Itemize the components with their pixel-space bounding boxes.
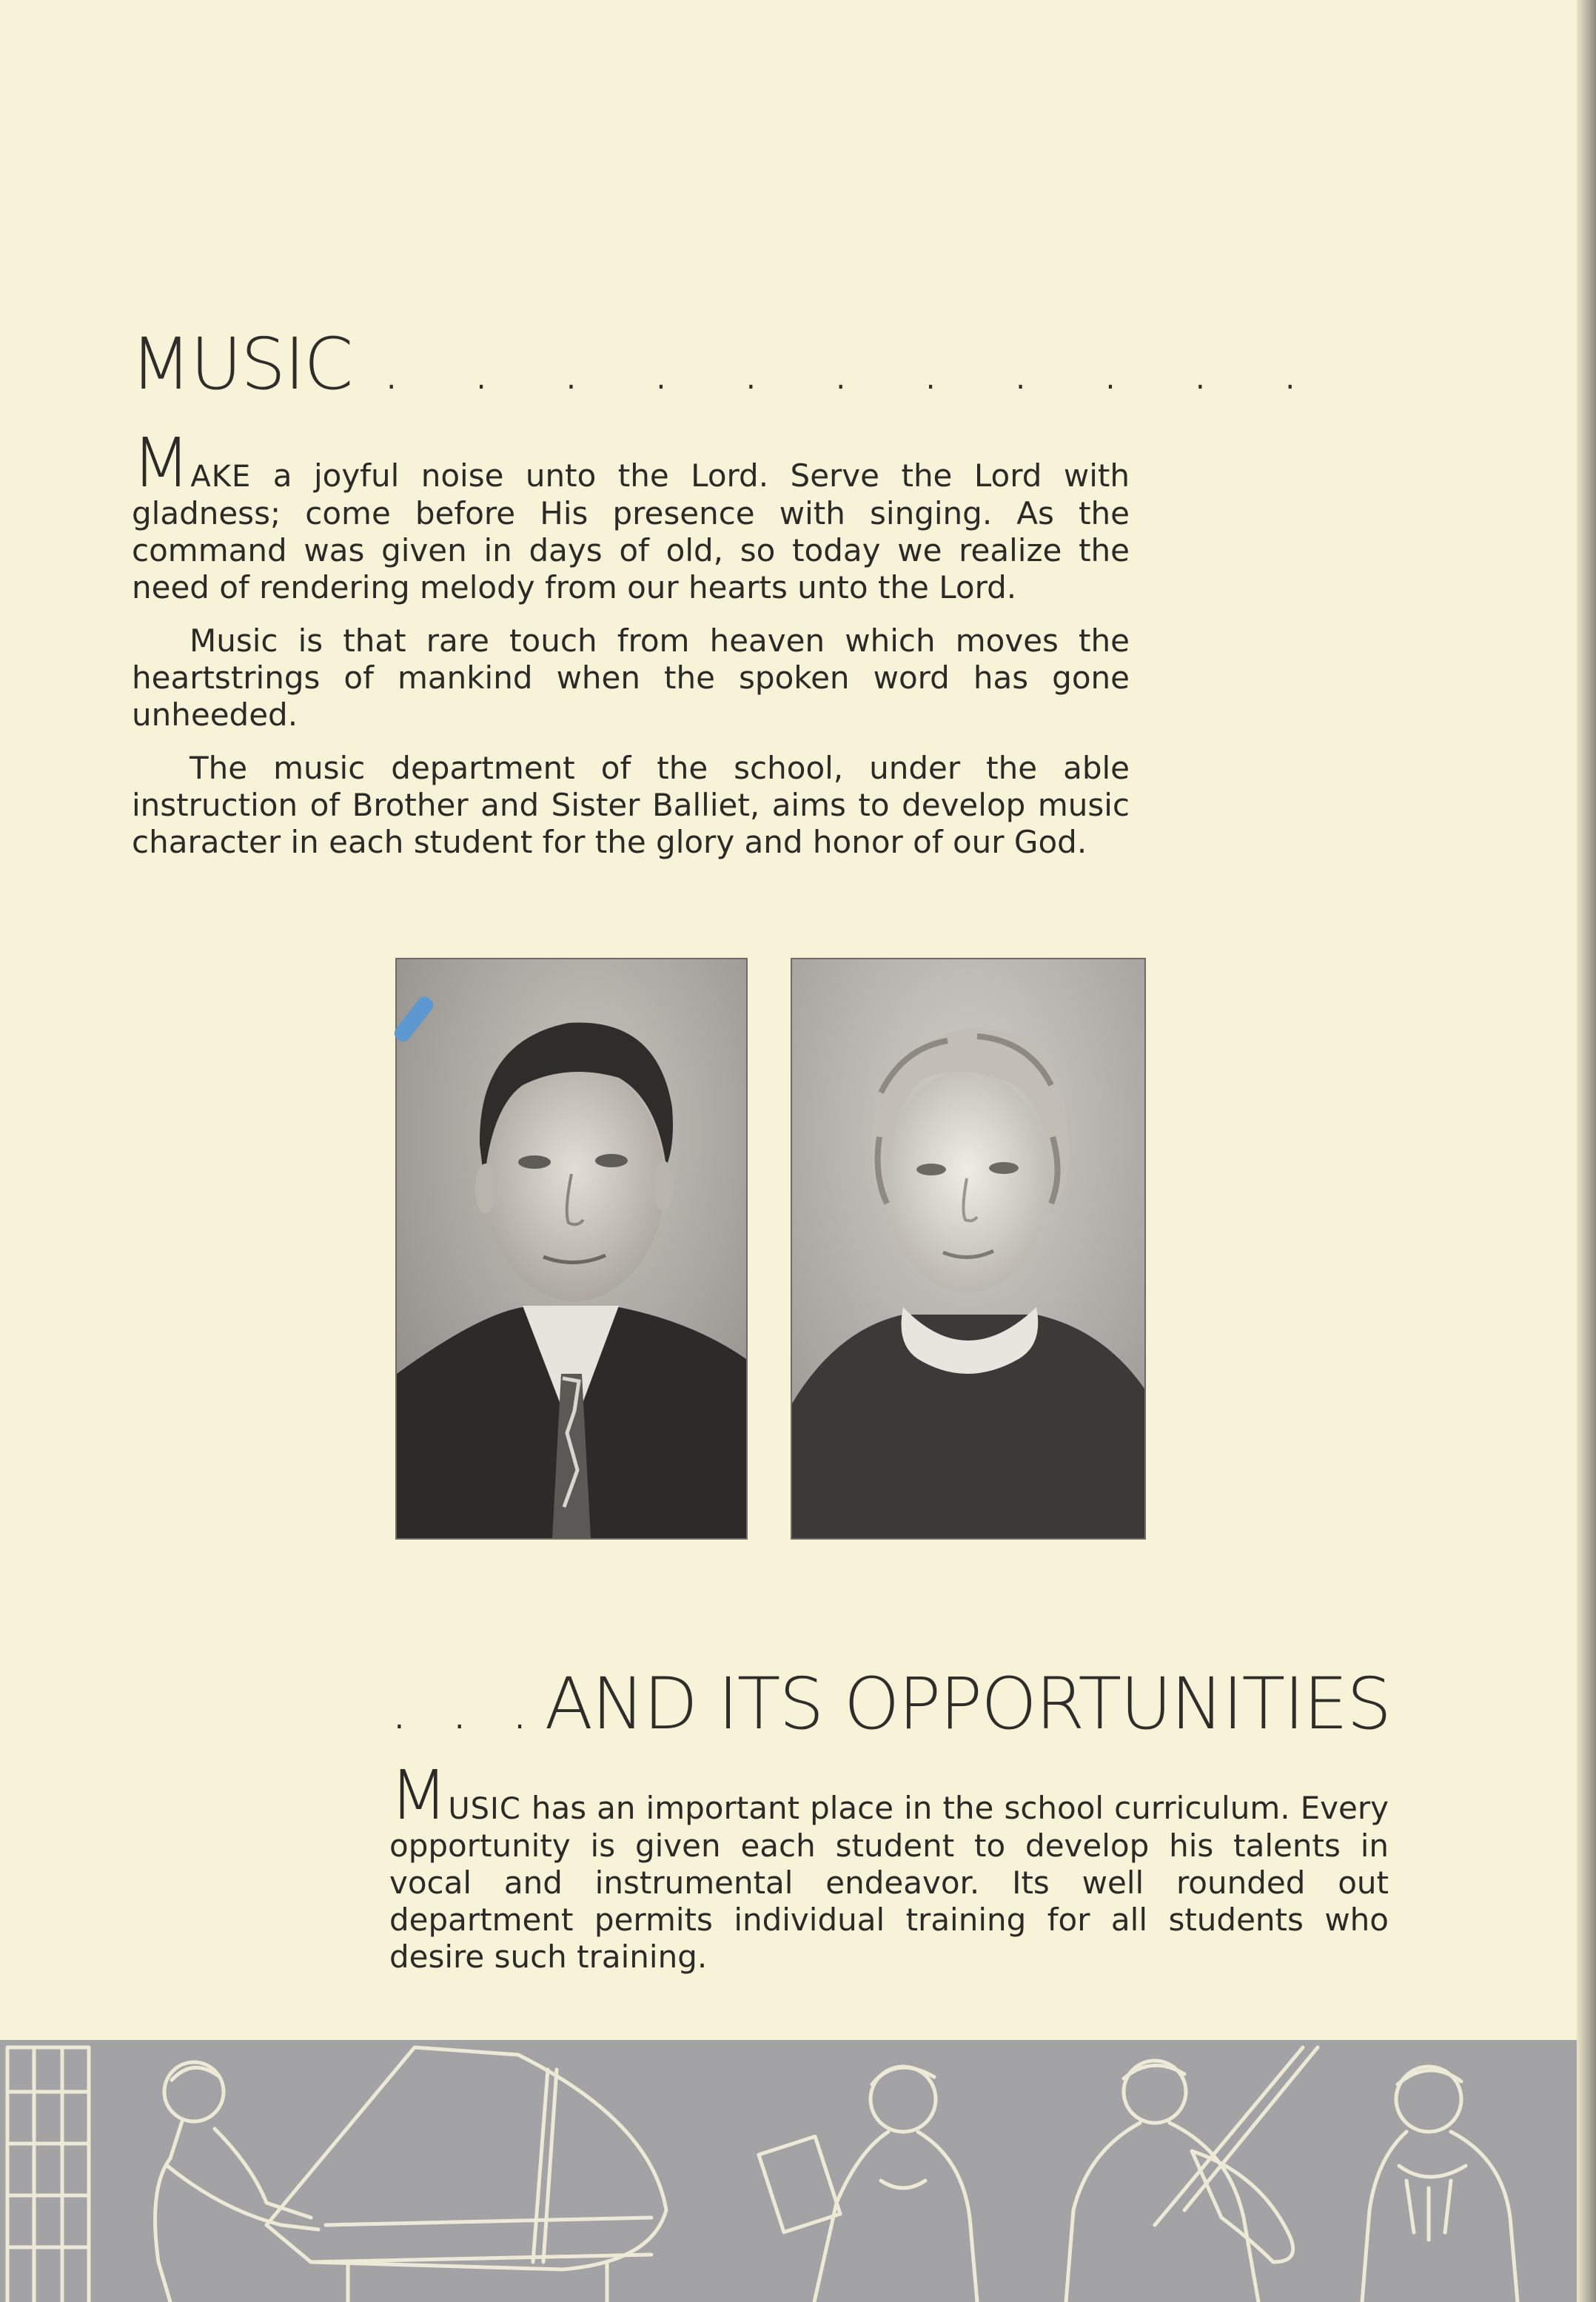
violinist-illustration bbox=[1066, 2047, 1318, 2302]
opportunities-paragraph bbox=[389, 1756, 1389, 1976]
page-edge bbox=[1577, 0, 1596, 2302]
small-caps-lead: USIC bbox=[448, 1792, 521, 1826]
small-caps-lead: AKE bbox=[190, 460, 252, 494]
singer-illustration-1 bbox=[759, 2067, 977, 2302]
music-illustration-band bbox=[0, 2040, 1577, 2302]
portrait-photo-man bbox=[395, 958, 748, 1540]
paragraph-text: a joyful noise unto the Lord. Serve the Lord with gladness; come before His presence with singing. As the command was given in days of old, so today we realize the need of rendering melody from our hearts unto the Lord. bbox=[132, 457, 1130, 605]
piano-illustration bbox=[266, 2047, 666, 2302]
paragraph-text: has an important place in the school curriculum. Every opportunity is given each student to develop his talents in vocal and instrumental endeavor. Its well rounded out department permits individual training for all students who desire such training. bbox=[389, 1790, 1389, 1975]
title-text: MUSIC bbox=[130, 323, 352, 406]
section-title-opportunities bbox=[389, 1662, 1390, 1745]
title-dots: . . . bbox=[389, 1671, 540, 1743]
drop-cap: M bbox=[389, 1756, 449, 1835]
title-dots: . . . . . . . . . . . bbox=[381, 331, 1326, 403]
pianist-illustration bbox=[155, 2062, 318, 2302]
window-illustration bbox=[7, 2047, 89, 2302]
opportunities-text-block bbox=[389, 1756, 1389, 1992]
intro-paragraph-3: The music department of the school, under the able instruction of Brother and Sister Balliet, aims to develop music character in each student for the glory and honor of our God. bbox=[132, 750, 1130, 860]
singer-illustration-2 bbox=[1362, 2067, 1518, 2302]
section-title-music bbox=[130, 323, 1325, 406]
intro-text-block bbox=[132, 423, 1130, 877]
portrait-photo-woman bbox=[791, 958, 1146, 1540]
intro-paragraph-1 bbox=[132, 423, 1130, 606]
drop-cap: M bbox=[132, 423, 191, 503]
intro-paragraph-2: Music is that rare touch from heaven which moves the heartstrings of mankind when the spoken word has gone unheeded. bbox=[132, 623, 1130, 733]
title-text: AND ITS OPPORTUNITIES bbox=[544, 1662, 1391, 1745]
